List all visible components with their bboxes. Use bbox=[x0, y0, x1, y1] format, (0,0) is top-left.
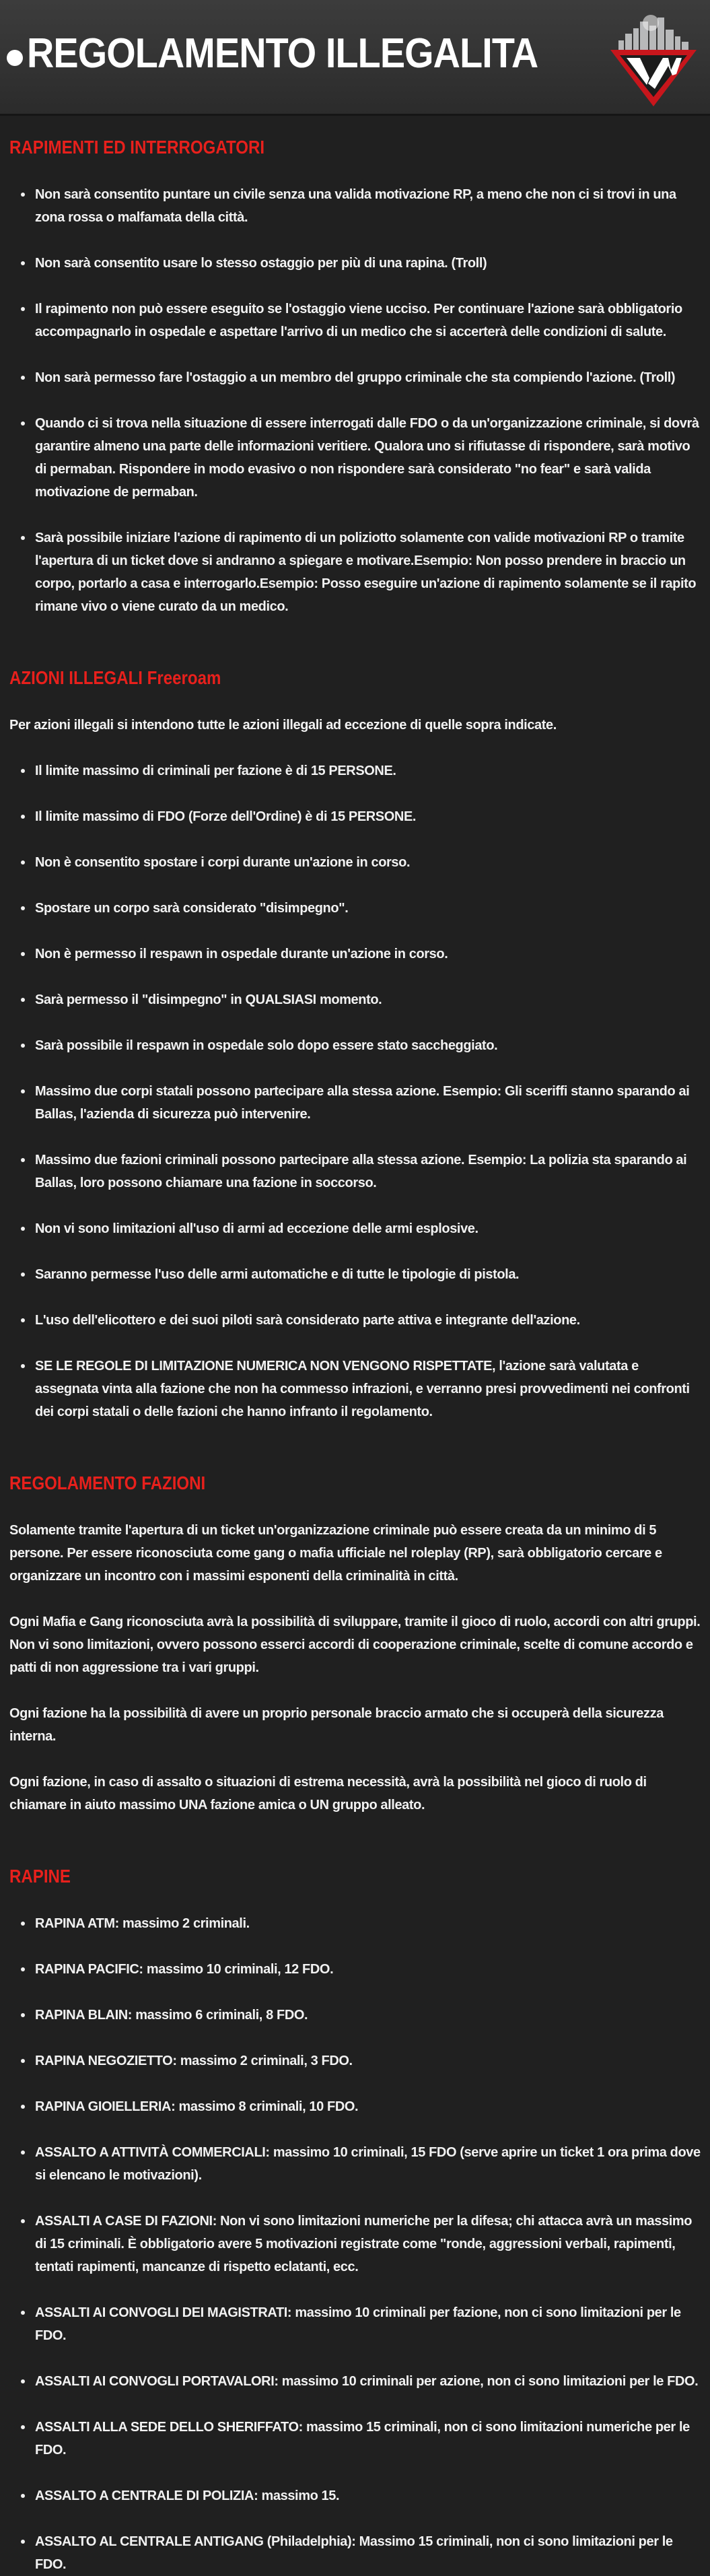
section-title: AZIONI ILLEGALI Freeroam bbox=[9, 667, 221, 688]
rules-list bbox=[9, 1912, 701, 2576]
list-item: ASSALTI ALLA SEDE DELLO SHERIFFATO: massimo 15 criminali, non ci sono limitazioni numeriche per le FDO. bbox=[9, 2416, 701, 2462]
list-item: ASSALTO A CENTRALE DI POLIZIA: massimo 15. bbox=[9, 2484, 701, 2507]
list-item: Massimo due fazioni criminali possono partecipare alla stessa azione. Esempio: La polizia sta sparando ai Ballas, loro possono chiamare una fazione in soccorso. bbox=[9, 1149, 701, 1194]
list-item: SE LE REGOLE DI LIMITAZIONE NUMERICA NON VENGONO RISPETTATE, l'azione sarà valutata e assegnata vinta alla fazione che non ha commesso infrazioni, e verranno presi provvedimenti nei confronti dei corpi statali o delle fazioni che hanno infranto il regolamento. bbox=[9, 1355, 701, 1423]
list-item: Quando ci si trova nella situazione di essere interrogati dalle FDO o da un'organizzazione criminale, si dovrà garantire almeno una parte delle informazioni veritiere. Qualora uno si rifiutasse di rispondere, sarà motivo di permaban. Rispondere in modo evasivo o non rispondere sarà considerato "no fear" e sarà valida motivazione de permaban. bbox=[9, 412, 701, 504]
list-item: RAPINA NEGOZIETTO: massimo 2 criminali, 3 FDO. bbox=[9, 2049, 701, 2072]
list-item: Non sarà permesso fare l'ostaggio a un membro del gruppo criminale che sta compiendo l'azione. (Troll) bbox=[9, 366, 701, 389]
rules-list bbox=[9, 183, 701, 618]
section-intro: Per azioni illegali si intendono tutte le azioni illegali ad eccezione di quelle sopra indicate. bbox=[9, 718, 557, 733]
list-item: Il rapimento non può essere eseguito se l'ostaggio viene ucciso. Per continuare l'azione sarà obbligatorio accompagnarlo in ospedale e aspettare l'arrivo di un medico che si accerterà delle condizioni di salute. bbox=[9, 298, 701, 343]
section-title: RAPIMENTI ED INTERROGATORI bbox=[9, 137, 265, 158]
list-item: ASSALTI A CASE DI FAZIONI: Non vi sono limitazioni numeriche per la difesa; chi attacca avrà un massimo di 15 criminali. È obbligatorio avere 5 motivazioni registrate come "ronde, aggressioni verbali, rapimenti, tentati rapimenti, mancanze di rispetto eclatanti, ecc. bbox=[9, 2210, 701, 2278]
list-item: Saranno permesse l'uso delle armi automatiche e di tutte le tipologie di pistola. bbox=[9, 1263, 701, 1286]
paragraph: Ogni Mafia e Gang riconosciuta avrà la possibilità di sviluppare, tramite il gioco di ruolo, accordi con altri gruppi. Non vi sono limitazioni, ovvero possono esserci accordi di cooperazione criminale, scelte di comune accordo e patti di non aggressione tra i vari gruppi. bbox=[9, 1615, 701, 1675]
list-item: Sarà possibile il respawn in ospedale solo dopo essere stato saccheggiato. bbox=[9, 1034, 701, 1057]
section-rapimenti bbox=[9, 136, 701, 618]
paragraph: Ogni fazione, in caso di assalto o situazioni di estrema necessità, avrà la possibilità nel gioco di ruolo di chiamare in aiuto massimo UNA fazione amica o UN gruppo alleato. bbox=[9, 1775, 647, 1812]
list-item: Massimo due corpi statali possono partecipare alla stessa azione. Esempio: Gli sceriffi stanno sparando ai Ballas, l'azienda di sicurezza può intervenire. bbox=[9, 1080, 701, 1126]
list-item: Non è permesso il respawn in ospedale durante un'azione in corso. bbox=[9, 943, 701, 965]
list-item: ASSALTO AL CENTRALE ANTIGANG (Philadelphia): Massimo 15 criminali, non ci sono limitazioni per le FDO. bbox=[9, 2530, 701, 2576]
section-rapine bbox=[9, 1865, 701, 2576]
rules-content bbox=[0, 116, 710, 2576]
page-title: REGOLAMENTO ILLEGALITA bbox=[27, 30, 538, 77]
list-item: RAPINA PACIFIC: massimo 10 criminali, 12 FDO. bbox=[9, 1958, 701, 1981]
page-header bbox=[0, 0, 710, 116]
vm-city-logo-icon bbox=[606, 8, 701, 109]
list-item: Non sarà consentito usare lo stesso ostaggio per più di una rapina. (Troll) bbox=[9, 252, 701, 275]
list-item: Non sarà consentito puntare un civile senza una valida motivazione RP, a meno che non ci si trovi in una zona rossa o malfamata della città. bbox=[9, 183, 701, 229]
list-item: Sarà possibile iniziare l'azione di rapimento di un poliziotto solamente con valide motivazioni RP o tramite l'apertura di un ticket dove si andranno a spiegare e motivare.Esempio: Non posso prendere in braccio un corpo, portarlo a casa e interrogarlo.Esempio: Posso eseguire un'azione di rapimento solamente se il rapito rimane vivo o viene curato da un medico. bbox=[9, 527, 701, 618]
list-item: RAPINA ATM: massimo 2 criminali. bbox=[9, 1912, 701, 1935]
list-item: ASSALTI AI CONVOGLI DEI MAGISTRATI: massimo 10 criminali per fazione, non ci sono limitazioni per le FDO. bbox=[9, 2301, 701, 2347]
list-item: RAPINA BLAIN: massimo 6 criminali, 8 FDO. bbox=[9, 2004, 701, 2027]
rules-list bbox=[9, 759, 701, 1423]
list-item: Spostare un corpo sarà considerato "disimpegno". bbox=[9, 897, 701, 920]
list-item: Non è consentito spostare i corpi durante un'azione in corso. bbox=[9, 851, 701, 874]
list-item: ASSALTO A ATTIVITÀ COMMERCIALI: massimo 10 criminali, 15 FDO (serve aprire un ticket 1 ora prima dove si elencano le motivazioni). bbox=[9, 2141, 701, 2187]
list-item: ASSALTI AI CONVOGLI PORTAVALORI: massimo 10 criminali per azione, non ci sono limitazioni per le FDO. bbox=[9, 2370, 701, 2393]
section-azioni-illegali bbox=[9, 667, 701, 1423]
list-item: Sarà permesso il "disimpegno" in QUALSIASI momento. bbox=[9, 988, 701, 1011]
section-title: RAPINE bbox=[9, 1866, 71, 1887]
section-regolamento-fazioni bbox=[9, 1472, 701, 1817]
list-item: Non vi sono limitazioni all'uso di armi ad eccezione delle armi esplosive. bbox=[9, 1217, 701, 1240]
list-item: Il limite massimo di FDO (Forze dell'Ordine) è di 15 PERSONE. bbox=[9, 805, 701, 828]
list-item: L'uso dell'elicottero e dei suoi piloti sarà considerato parte attiva e integrante dell'azione. bbox=[9, 1309, 701, 1332]
list-item: RAPINA GIOIELLERIA: massimo 8 criminali, 10 FDO. bbox=[9, 2095, 701, 2118]
list-item: Il limite massimo di criminali per fazione è di 15 PERSONE. bbox=[9, 759, 701, 782]
bullet-dot-icon bbox=[7, 50, 23, 66]
paragraph: Solamente tramite l'apertura di un ticket un'organizzazione criminale può essere creata da un minimo di 5 persone. Per essere riconosciuta come gang o mafia ufficiale nel roleplay (RP), sarà obbligatorio cercare e organizzare un incontro con i massimi esponenti della criminalità in città. bbox=[9, 1523, 662, 1584]
paragraph: Ogni fazione ha la possibilità di avere un proprio personale braccio armato che si occuperà della sicurezza interna. bbox=[9, 1706, 664, 1744]
section-title: REGOLAMENTO FAZIONI bbox=[9, 1472, 206, 1493]
